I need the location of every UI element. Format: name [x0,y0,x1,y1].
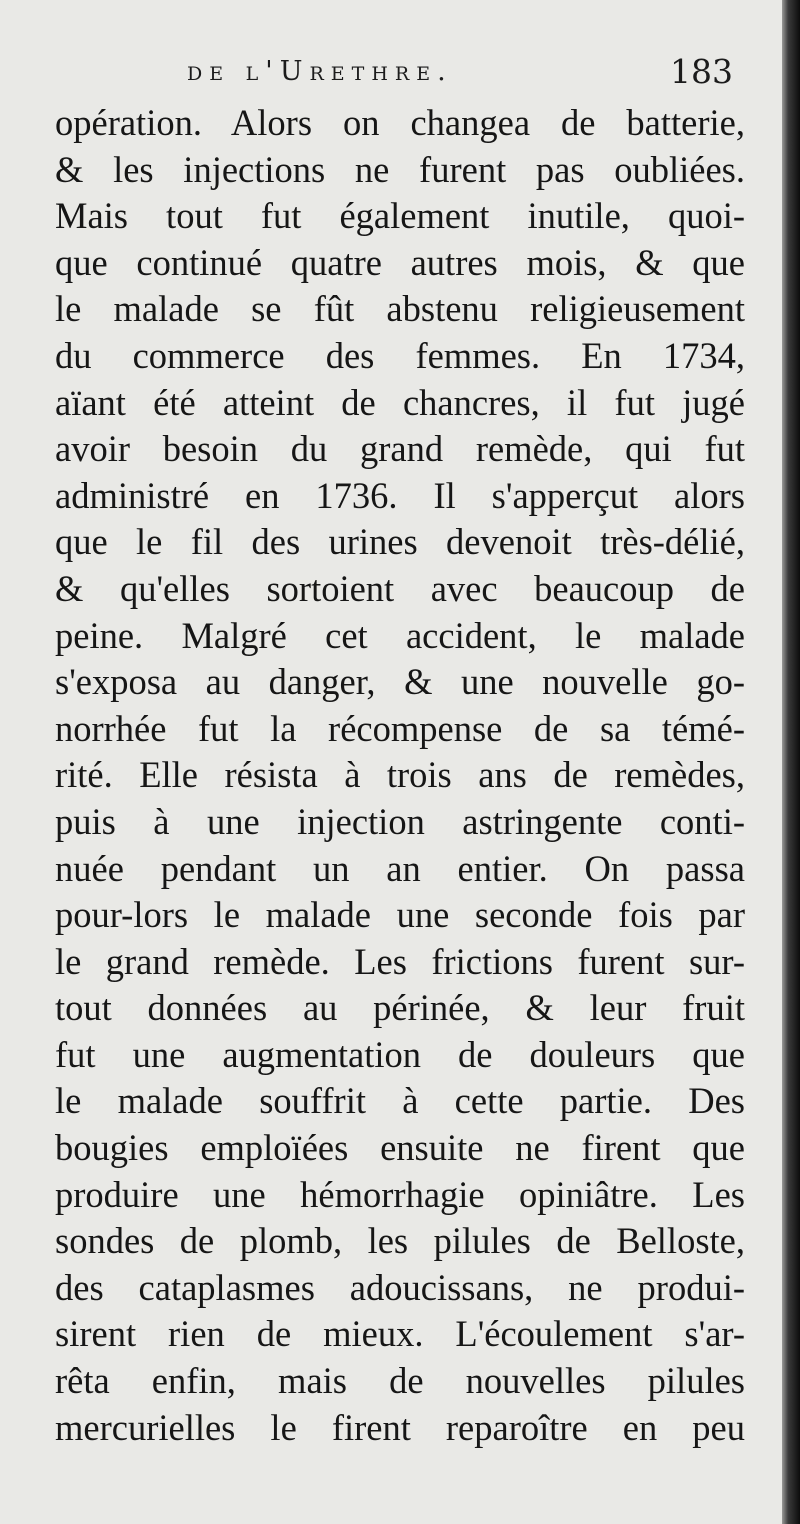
text-line: peine. Malgré cet accident, le malade [55,614,745,656]
text-line: rité. Elle résista à trois ans de remèdes, [55,754,745,796]
text-line: pour-lors le malade une seconde fois par [55,894,745,936]
text-line: puis à une injection astringente conti- [55,800,745,842]
body-text [55,100,745,1451]
text-line: s'exposa au danger, & une nouvelle go- [55,661,745,703]
text-line: bougies emploïées ensuite ne firent que [55,1127,745,1169]
text-line: administré en 1736. Il s'apperçut alors [55,474,745,516]
page-bottom-margin [0,1430,782,1524]
text-line: des cataplasmes adoucissans, ne produi- [55,1266,745,1308]
text-line: du commerce des femmes. En 1734, [55,334,745,376]
text-line: produire une hémorrhagie opiniâtre. Les [55,1173,745,1215]
text-line: sirent rien de mieux. L'écoulement s'ar- [55,1313,745,1355]
text-line: le malade se fût abstenu religieusement [55,288,745,330]
text-line: que continué quatre autres mois, & que [55,241,745,283]
text-line: norrhée fut la récompense de sa témé- [55,707,745,749]
text-line: mercurielles le firent reparoître en peu [55,1406,745,1448]
text-line: que le fil des urines devenoit très-délié, [55,521,745,563]
text-line: fut une augmentation de douleurs que [55,1033,745,1075]
page-number: 183 [670,52,733,91]
text-line: le malade souffrit à cette partie. Des [55,1080,745,1122]
text-line: & les injections ne furent pas oubliées. [55,148,745,190]
text-line: rêta enfin, mais de nouvelles pilules [55,1360,745,1402]
text-line: tout données au périnée, & leur fruit [55,987,745,1029]
text-line: nuée pendant un an entier. On passa [55,847,745,889]
text-line: Mais tout fut également inutile, quoi- [55,195,745,237]
text-line: sondes de plomb, les pilules de Belloste, [55,1220,745,1262]
text-line: avoir besoin du grand remède, qui fut [55,428,745,470]
text-line: & qu'elles sortoient avec beaucoup de [55,567,745,609]
text-line: le grand remède. Les frictions furent sur- [55,940,745,982]
text-line: aïant été atteint de chancres, il fut jugé [55,381,745,423]
running-head: de l'Urethre. [187,56,453,87]
page-edge-shadow [782,0,800,1524]
text-line: opération. Alors on changea de batterie, [55,102,745,143]
page-header [55,52,745,102]
